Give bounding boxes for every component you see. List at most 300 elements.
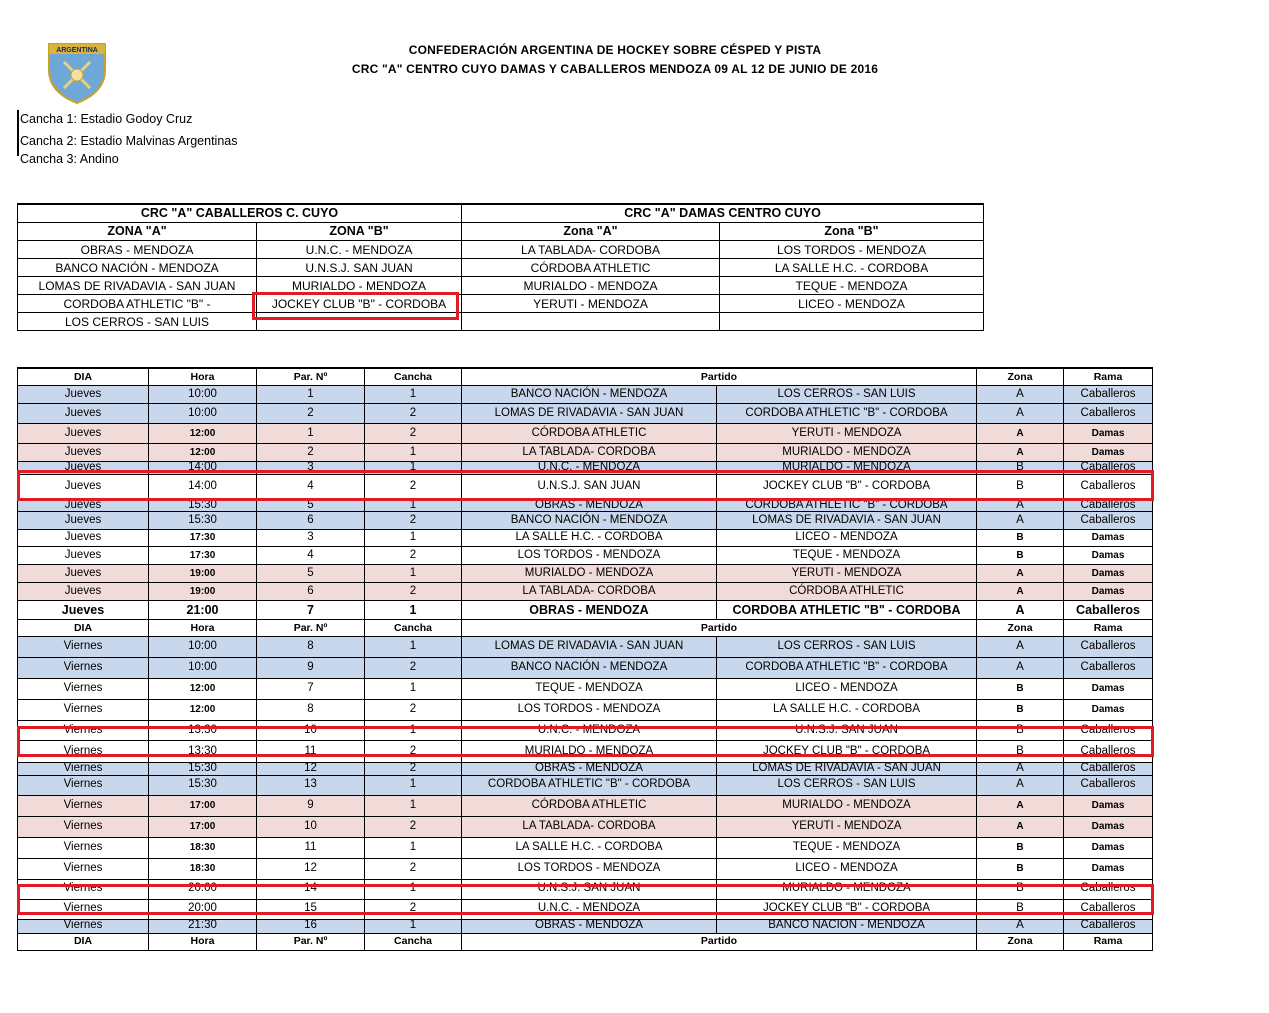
schedule-cell: 15:30: [149, 512, 257, 530]
schedule-cell: B: [977, 899, 1064, 919]
schedule-header-cell: DIA: [18, 368, 149, 386]
schedule-row: [18, 583, 1153, 601]
schedule-cell: 1: [365, 679, 462, 700]
schedule-row: [18, 858, 1153, 879]
schedule-cell: LOS TORDOS - MENDOZA: [462, 858, 717, 879]
schedule-cell: 10: [257, 816, 365, 837]
highlight-box: [252, 292, 459, 320]
schedule-cell: Jueves: [18, 565, 149, 583]
schedule-cell: 2: [365, 404, 462, 424]
schedule-header-cell: Hora: [149, 620, 257, 637]
schedule-row: [18, 837, 1153, 858]
schedule-cell: B: [977, 679, 1064, 700]
schedule-cell: Viernes: [18, 919, 149, 933]
venue-1: Cancha 1: Estadio Godoy Cruz: [20, 112, 193, 126]
schedule-cell: Caballeros: [1064, 741, 1153, 763]
schedule-cell: 6: [257, 512, 365, 530]
zone-cell: JOCKEY CLUB "B" - CORDOBA: [257, 295, 462, 313]
schedule-header-cell: Par. Nº: [257, 620, 365, 637]
schedule-cell: 9: [257, 658, 365, 679]
schedule-cell: 2: [365, 474, 462, 499]
schedule-cell: Viernes: [18, 816, 149, 837]
schedule-cell: Jueves: [18, 583, 149, 601]
schedule-cell: LOS TORDOS - MENDOZA: [462, 547, 717, 565]
highlight-box: [17, 884, 1154, 915]
schedule-row: [18, 565, 1153, 583]
schedule-cell: 21:30: [149, 919, 257, 933]
schedule-cell: Viernes: [18, 658, 149, 679]
schedule-row: [18, 530, 1153, 547]
schedule-cell: A: [977, 601, 1064, 620]
schedule-cell: 18:30: [149, 858, 257, 879]
schedule-cell: 2: [365, 816, 462, 837]
schedule-cell: 1: [365, 530, 462, 547]
schedule-cell: 1: [257, 386, 365, 404]
schedule-cell: Damas: [1064, 424, 1153, 444]
schedule-cell: 19:00: [149, 583, 257, 601]
zone-cell: LA TABLADA- CORDOBA: [462, 241, 720, 259]
schedule-cell: 12: [257, 763, 365, 776]
schedule-header-cell: DIA: [18, 620, 149, 637]
schedule-cell: Caballeros: [1064, 474, 1153, 499]
schedule-cell: Caballeros: [1064, 512, 1153, 530]
schedule-cell: 16: [257, 919, 365, 933]
schedule-cell: U.N.S.J. SAN JUAN: [717, 721, 977, 741]
zone-cell: U.N.S.J. SAN JUAN: [257, 259, 462, 277]
schedule-cell: Damas: [1064, 679, 1153, 700]
schedule-cell: A: [977, 795, 1064, 816]
schedule-row: [18, 637, 1153, 658]
schedule-cell: 17:00: [149, 795, 257, 816]
schedule-cell: B: [977, 879, 1064, 899]
schedule-header-cell: Rama: [1064, 933, 1153, 950]
schedule-row: [18, 775, 1153, 795]
schedule-cell: 8: [257, 700, 365, 721]
schedule-cell: MURIALDO - MENDOZA: [462, 565, 717, 583]
schedule-cell: 5: [257, 565, 365, 583]
schedule-cell: Viernes: [18, 899, 149, 919]
schedule-cell: B: [977, 721, 1064, 741]
schedule-cell: Caballeros: [1064, 721, 1153, 741]
schedule-cell: JOCKEY CLUB "B" - CORDOBA: [717, 474, 977, 499]
schedule-cell: A: [977, 424, 1064, 444]
schedule-header-cell: Cancha: [365, 368, 462, 386]
schedule-cell: 8: [257, 637, 365, 658]
schedule-cell: 10: [257, 721, 365, 741]
schedule-cell: 2: [365, 763, 462, 776]
schedule-cell: 2: [365, 512, 462, 530]
schedule-header-cell: Zona: [977, 933, 1064, 950]
schedule-cell: 13:30: [149, 741, 257, 763]
schedule-cell: Viernes: [18, 858, 149, 879]
schedule-cell: CORDOBA ATHLETIC "B" - CORDOBA: [717, 601, 977, 620]
zone-header: Zona "B": [720, 223, 984, 241]
schedule-cell: LOMAS DE RIVADAVIA - SAN JUAN: [462, 637, 717, 658]
zone-cell: U.N.C. - MENDOZA: [257, 241, 462, 259]
schedule-cell: 7: [257, 601, 365, 620]
zone-row: [18, 277, 984, 295]
schedule-cell: Viernes: [18, 775, 149, 795]
schedule-cell: BANCO NACIÓN - MENDOZA: [462, 386, 717, 404]
schedule-header-cell: Hora: [149, 933, 257, 950]
schedule-cell: 19:00: [149, 565, 257, 583]
schedule-row: [18, 404, 1153, 424]
schedule-row: [18, 679, 1153, 700]
schedule-table: [17, 367, 1153, 951]
schedule-cell: CORDOBA ATHLETIC "B" - CORDOBA: [717, 658, 977, 679]
schedule-cell: A: [977, 658, 1064, 679]
schedule-cell: LICEO - MENDOZA: [717, 858, 977, 879]
confederation-logo-icon: [44, 40, 110, 104]
schedule-row: [18, 919, 1153, 933]
schedule-row: [18, 386, 1153, 404]
schedule-cell: LA SALLE H.C. - CORDOBA: [717, 700, 977, 721]
schedule-header-cell: DIA: [18, 933, 149, 950]
schedule-cell: LA TABLADA- CORDOBA: [462, 583, 717, 601]
schedule-cell: 4: [257, 474, 365, 499]
schedule-row: [18, 601, 1153, 620]
zone-cell: LOS CERROS - SAN LUIS: [18, 313, 257, 331]
schedule-cell: LOS CERROS - SAN LUIS: [717, 386, 977, 404]
schedule-cell: Damas: [1064, 444, 1153, 462]
schedule-cell: A: [977, 512, 1064, 530]
schedule-cell: 17:30: [149, 530, 257, 547]
schedule-header-cell: Rama: [1064, 620, 1153, 637]
schedule-cell: 2: [365, 583, 462, 601]
schedule-cell: TEQUE - MENDOZA: [462, 679, 717, 700]
schedule-cell: Jueves: [18, 474, 149, 499]
schedule-cell: OBRAS - MENDOZA: [462, 919, 717, 933]
schedule-cell: 15:30: [149, 499, 257, 512]
schedule-cell: 10:00: [149, 637, 257, 658]
schedule-cell: 7: [257, 679, 365, 700]
schedule-cell: Damas: [1064, 858, 1153, 879]
schedule-cell: LICEO - MENDOZA: [717, 679, 977, 700]
highlight-box: [17, 726, 1154, 757]
schedule-header-cell: Partido: [462, 933, 977, 950]
schedule-cell: 2: [257, 444, 365, 462]
page-title-line1: CONFEDERACIÓN ARGENTINA DE HOCKEY SOBRE CÉSPED Y PISTA: [408, 43, 822, 57]
schedule-header-cell: Zona: [977, 368, 1064, 386]
schedule-cell: YERUTI - MENDOZA: [717, 565, 977, 583]
schedule-cell: LOMAS DE RIVADAVIA - SAN JUAN: [717, 512, 977, 530]
schedule-cell: 2: [257, 404, 365, 424]
schedule-row: [18, 512, 1153, 530]
zone-cell: YERUTI - MENDOZA: [462, 295, 720, 313]
schedule-cell: Damas: [1064, 816, 1153, 837]
schedule-cell: CORDOBA ATHLETIC "B" - CORDOBA: [462, 775, 717, 795]
schedule-cell: Caballeros: [1064, 601, 1153, 620]
schedule-cell: 4: [257, 547, 365, 565]
schedule-cell: A: [977, 919, 1064, 933]
schedule-cell: 2: [365, 658, 462, 679]
schedule-cell: JOCKEY CLUB "B" - CORDOBA: [717, 741, 977, 763]
schedule-cell: Caballeros: [1064, 404, 1153, 424]
schedule-cell: B: [977, 837, 1064, 858]
schedule-cell: 14: [257, 879, 365, 899]
schedule-cell: 1: [365, 795, 462, 816]
schedule-cell: Damas: [1064, 795, 1153, 816]
schedule-cell: U.N.C. - MENDOZA: [462, 899, 717, 919]
schedule-cell: YERUTI - MENDOZA: [717, 424, 977, 444]
schedule-cell: 1: [365, 565, 462, 583]
schedule-cell: 21:00: [149, 601, 257, 620]
schedule-cell: JOCKEY CLUB "B" - CORDOBA: [717, 899, 977, 919]
schedule-cell: CORDOBA ATHLETIC "B" - CORDOBA: [717, 404, 977, 424]
zone-header: ZONA "B": [257, 223, 462, 241]
schedule-cell: Viernes: [18, 741, 149, 763]
schedule-cell: 15: [257, 899, 365, 919]
schedule-cell: Viernes: [18, 721, 149, 741]
schedule-cell: LA TABLADA- CORDOBA: [462, 816, 717, 837]
schedule-cell: A: [977, 499, 1064, 512]
schedule-header-cell: Rama: [1064, 368, 1153, 386]
schedule-cell: U.N.S.J. SAN JUAN: [462, 879, 717, 899]
schedule-cell: 12:00: [149, 700, 257, 721]
schedule-cell: Caballeros: [1064, 775, 1153, 795]
schedule-header-row: [18, 933, 1153, 950]
schedule-cell: Caballeros: [1064, 637, 1153, 658]
schedule-cell: B: [977, 462, 1064, 475]
schedule-row: [18, 700, 1153, 721]
schedule-cell: LICEO - MENDOZA: [717, 530, 977, 547]
schedule-cell: 2: [365, 741, 462, 763]
schedule-header-cell: Par. Nº: [257, 368, 365, 386]
schedule-cell: 5: [257, 499, 365, 512]
schedule-cell: A: [977, 386, 1064, 404]
schedule-row: [18, 816, 1153, 837]
schedule-cell: OBRAS - MENDOZA: [462, 601, 717, 620]
schedule-cell: Viernes: [18, 795, 149, 816]
schedule-cell: LOMAS DE RIVADAVIA - SAN JUAN: [462, 404, 717, 424]
schedule-row: [18, 795, 1153, 816]
schedule-cell: 9: [257, 795, 365, 816]
schedule-cell: Viernes: [18, 837, 149, 858]
schedule-cell: A: [977, 565, 1064, 583]
schedule-cell: 1: [365, 837, 462, 858]
schedule-cell: Jueves: [18, 462, 149, 475]
schedule-cell: LA SALLE H.C. - CORDOBA: [462, 530, 717, 547]
schedule-cell: BANCO NACIÓN - MENDOZA: [462, 512, 717, 530]
schedule-cell: BANCO NACIÓN - MENDOZA: [462, 658, 717, 679]
schedule-cell: OBRAS - MENDOZA: [462, 763, 717, 776]
schedule-cell: 1: [365, 601, 462, 620]
schedule-header-cell: Par. Nº: [257, 933, 365, 950]
damas-title: CRC "A" DAMAS CENTRO CUYO: [462, 204, 984, 223]
schedule-row: [18, 658, 1153, 679]
schedule-cell: Caballeros: [1064, 658, 1153, 679]
zone-header: ZONA "A": [18, 223, 257, 241]
schedule-cell: LOS CERROS - SAN LUIS: [717, 775, 977, 795]
schedule-cell: 20:00: [149, 879, 257, 899]
schedule-cell: CÓRDOBA ATHLETIC: [462, 795, 717, 816]
schedule-cell: 2: [365, 858, 462, 879]
schedule-header-cell: Cancha: [365, 620, 462, 637]
schedule-cell: Caballeros: [1064, 763, 1153, 776]
schedule-cell: Viernes: [18, 879, 149, 899]
schedule-cell: CÓRDOBA ATHLETIC: [717, 583, 977, 601]
schedule-cell: Viernes: [18, 637, 149, 658]
schedule-cell: LA TABLADA- CORDOBA: [462, 444, 717, 462]
schedule-header-row: [18, 368, 1153, 386]
schedule-cell: 3: [257, 530, 365, 547]
schedule-cell: Caballeros: [1064, 919, 1153, 933]
schedule-cell: MURIALDO - MENDOZA: [717, 444, 977, 462]
schedule-cell: B: [977, 547, 1064, 565]
schedule-cell: 11: [257, 837, 365, 858]
schedule-cell: 1: [365, 444, 462, 462]
schedule-cell: B: [977, 474, 1064, 499]
schedule-cell: A: [977, 775, 1064, 795]
caballeros-title: CRC "A" CABALLEROS C. CUYO: [18, 204, 462, 223]
schedule-cell: LOMAS DE RIVADAVIA - SAN JUAN: [717, 763, 977, 776]
schedule-cell: 1: [365, 637, 462, 658]
zone-cell: LOMAS DE RIVADAVIA - SAN JUAN: [18, 277, 257, 295]
schedule-cell: LA SALLE H.C. - CORDOBA: [462, 837, 717, 858]
zone-cell: LICEO - MENDOZA: [720, 295, 984, 313]
zone-cell: OBRAS - MENDOZA: [18, 241, 257, 259]
schedule-cell: 11: [257, 741, 365, 763]
zone-row: [18, 313, 984, 331]
zone-header: Zona "A": [462, 223, 720, 241]
zone-row: [18, 241, 984, 259]
schedule-cell: B: [977, 700, 1064, 721]
schedule-cell: 17:30: [149, 547, 257, 565]
schedule-cell: 2: [365, 547, 462, 565]
schedule-cell: 18:30: [149, 837, 257, 858]
schedule-cell: 12:00: [149, 679, 257, 700]
schedule-cell: 17:00: [149, 816, 257, 837]
schedule-cell: 12:00: [149, 424, 257, 444]
schedule-cell: Damas: [1064, 583, 1153, 601]
schedule-cell: 2: [365, 899, 462, 919]
zone-cell: MURIALDO - MENDOZA: [257, 277, 462, 295]
schedule-cell: A: [977, 404, 1064, 424]
zone-cell: TEQUE - MENDOZA: [720, 277, 984, 295]
schedule-header-cell: Partido: [462, 620, 977, 637]
schedule-cell: 1: [365, 879, 462, 899]
zone-cell: CÓRDOBA ATHLETIC: [462, 259, 720, 277]
zone-cell: [720, 313, 984, 331]
schedule-cell: Damas: [1064, 530, 1153, 547]
schedule-cell: Caballeros: [1064, 879, 1153, 899]
schedule-cell: LOS CERROS - SAN LUIS: [717, 637, 977, 658]
schedule-cell: 1: [365, 775, 462, 795]
schedule-cell: 1: [365, 919, 462, 933]
zone-cell: MURIALDO - MENDOZA: [462, 277, 720, 295]
schedule-row: [18, 547, 1153, 565]
schedule-cell: CORDOBA ATHLETIC "B" - CORDOBA: [717, 499, 977, 512]
schedule-cell: Viernes: [18, 763, 149, 776]
schedule-cell: TEQUE - MENDOZA: [717, 837, 977, 858]
schedule-cell: 10:00: [149, 386, 257, 404]
schedule-cell: MURIALDO - MENDOZA: [717, 462, 977, 475]
schedule-cell: Viernes: [18, 700, 149, 721]
schedule-cell: MURIALDO - MENDOZA: [717, 795, 977, 816]
venue-bar: [17, 110, 19, 156]
schedule-cell: B: [977, 858, 1064, 879]
schedule-cell: 13: [257, 775, 365, 795]
schedule-cell: YERUTI - MENDOZA: [717, 816, 977, 837]
schedule-cell: Jueves: [18, 404, 149, 424]
schedule-cell: TEQUE - MENDOZA: [717, 547, 977, 565]
schedule-cell: A: [977, 444, 1064, 462]
schedule-cell: 2: [365, 700, 462, 721]
schedule-cell: CÓRDOBA ATHLETIC: [462, 424, 717, 444]
schedule-cell: A: [977, 763, 1064, 776]
schedule-cell: Damas: [1064, 837, 1153, 858]
schedule-cell: MURIALDO - MENDOZA: [462, 741, 717, 763]
schedule-cell: A: [977, 816, 1064, 837]
schedule-cell: A: [977, 637, 1064, 658]
schedule-cell: 3: [257, 462, 365, 475]
schedule-cell: MURIALDO - MENDOZA: [717, 879, 977, 899]
zone-row: [18, 295, 984, 313]
schedule-cell: Caballeros: [1064, 386, 1153, 404]
schedule-cell: Damas: [1064, 547, 1153, 565]
schedule-cell: Jueves: [18, 424, 149, 444]
venue-3: Cancha 3: Andino: [20, 152, 119, 166]
schedule-cell: BANCO NACION - MENDOZA: [717, 919, 977, 933]
zone-row: [18, 259, 984, 277]
svg-text:ARGENTINA: ARGENTINA: [56, 47, 98, 54]
schedule-cell: Jueves: [18, 547, 149, 565]
schedule-cell: 1: [365, 499, 462, 512]
venue-2: Cancha 2: Estadio Malvinas Argentinas: [20, 134, 238, 148]
schedule-cell: 13:30: [149, 721, 257, 741]
schedule-cell: Caballeros: [1064, 499, 1153, 512]
schedule-row: [18, 444, 1153, 462]
schedule-cell: 10:00: [149, 658, 257, 679]
schedule-cell: 12: [257, 858, 365, 879]
schedule-row: [18, 763, 1153, 776]
schedule-cell: 14:00: [149, 462, 257, 475]
zone-cell: LOS TORDOS - MENDOZA: [720, 241, 984, 259]
schedule-cell: 14:00: [149, 474, 257, 499]
schedule-cell: Caballeros: [1064, 462, 1153, 475]
schedule-header-cell: Hora: [149, 368, 257, 386]
schedule-header-cell: Partido: [462, 368, 977, 386]
schedule-cell: U.N.C. - MENDOZA: [462, 462, 717, 475]
schedule-cell: OBRAS - MENDOZA: [462, 499, 717, 512]
schedule-cell: 2: [365, 424, 462, 444]
schedule-cell: Jueves: [18, 499, 149, 512]
schedule-cell: Jueves: [18, 530, 149, 547]
schedule-cell: 20:00: [149, 899, 257, 919]
schedule-cell: 12:00: [149, 444, 257, 462]
zone-cell: [462, 313, 720, 331]
schedule-cell: Jueves: [18, 444, 149, 462]
schedule-cell: B: [977, 530, 1064, 547]
schedule-cell: 6: [257, 583, 365, 601]
schedule-cell: U.N.C. - MENDOZA: [462, 721, 717, 741]
zone-cell: LA SALLE H.C. - CORDOBA: [720, 259, 984, 277]
schedule-cell: Damas: [1064, 565, 1153, 583]
schedule-cell: Caballeros: [1064, 899, 1153, 919]
zone-cell: CORDOBA ATHLETIC "B" -: [18, 295, 257, 313]
schedule-cell: B: [977, 741, 1064, 763]
schedule-cell: Jueves: [18, 512, 149, 530]
schedule-cell: 1: [365, 462, 462, 475]
zones-table: [17, 203, 984, 331]
schedule-cell: 1: [365, 721, 462, 741]
schedule-row: [18, 424, 1153, 444]
schedule-cell: Viernes: [18, 679, 149, 700]
schedule-cell: 1: [365, 386, 462, 404]
page-title-line2: CRC "A" CENTRO CUYO DAMAS Y CABALLEROS MENDOZA 09 AL 12 DE JUNIO DE 2016: [351, 62, 879, 76]
schedule-cell: 15:30: [149, 763, 257, 776]
schedule-cell: 10:00: [149, 404, 257, 424]
